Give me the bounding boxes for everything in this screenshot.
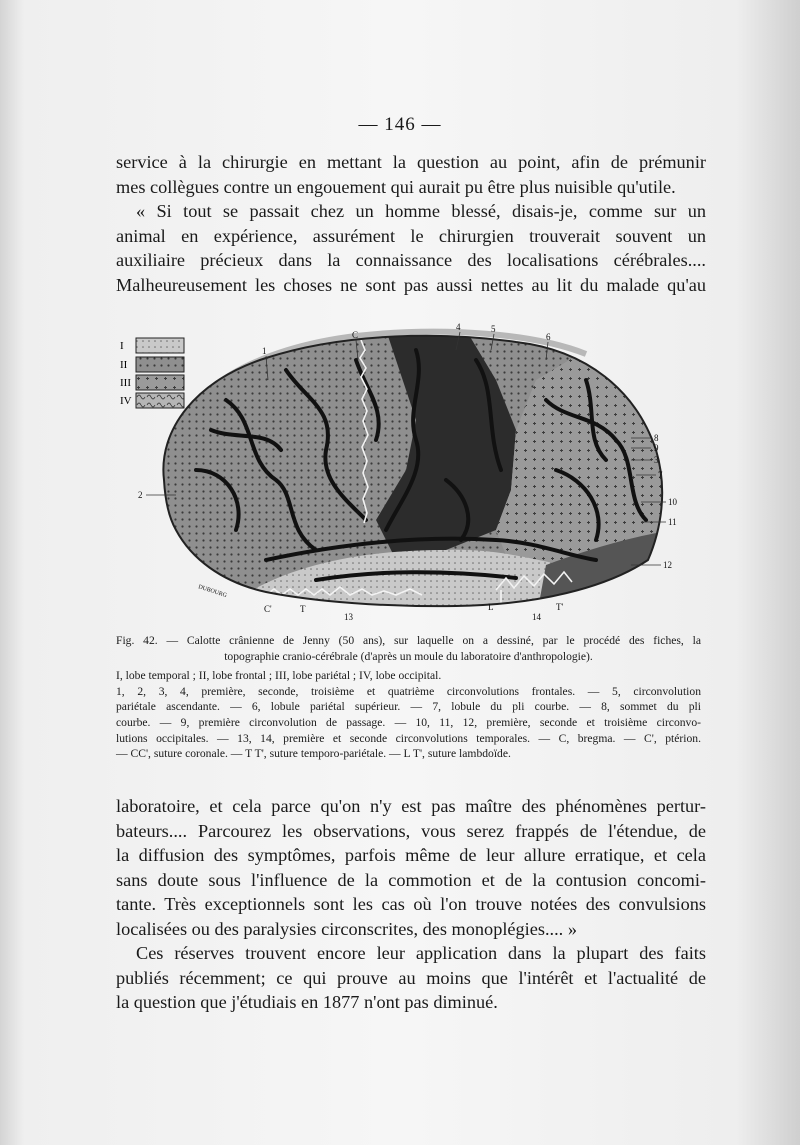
label: 9 <box>654 443 659 453</box>
label: C <box>352 330 359 340</box>
caption-detail-line: pariétale ascendante. — 6, lobule pariétal supérieur. — 7, lobule du pli courbe. — 8, sommet du pli <box>116 700 701 714</box>
text-line: auxiliaire précieux dans la connaissance des localisations cérébrales.... <box>116 250 706 270</box>
text-line: animal en expérience, assurément le chirurgien trouverait souvent un <box>116 225 706 246</box>
figure-legend <box>120 338 184 408</box>
label: 13 <box>344 612 353 622</box>
caption-detail-line: lutions occipitales. — 13, 14, première et seconde circonvolutions temporales. — C, bregma. — C', ptérion. <box>116 731 701 745</box>
text-line: service à la chirurgie en mettant la question au point, afin de prémunir <box>116 152 706 172</box>
text-line: la question que j'étudiais en 1877 n'ont pas diminué. <box>116 992 498 1012</box>
label: 8 <box>654 433 659 443</box>
text-line: publiés récemment; ce qui prouve au moins que l'intérêt et l'actualité de <box>116 967 706 988</box>
label: 5 <box>491 324 496 334</box>
brain-figure <box>116 320 706 632</box>
brain-hemisphere <box>156 330 676 620</box>
label: C' <box>264 604 272 614</box>
cranio-cerebral-topography-illustration <box>116 320 706 632</box>
label: 12 <box>663 560 672 570</box>
legend-label: I <box>120 340 124 352</box>
legend-label: III <box>120 377 131 389</box>
label: 4 <box>456 322 461 332</box>
text-line: bateurs.... Parcourez les observations, vous serez frappés de l'étendue, de <box>116 820 706 841</box>
legend-label: II <box>120 359 128 371</box>
figure-caption <box>116 633 701 762</box>
text-line: sans doute sous l'influence de la commotion et de la contusion concomi- <box>116 869 706 890</box>
legend-label: IV <box>120 395 132 407</box>
text-line: mes collègues contre un engouement qui aurait pu être plus nuisible qu'utile. <box>116 176 676 197</box>
caption-detail-line: courbe. — 9, première circonvolution de passage. — 10, 11, 12, première, seconde et troisième circonvo- <box>116 715 701 729</box>
label: T <box>300 604 306 614</box>
caption-title-line: Fig. 42. — Calotte crânienne de Jenny (50 ans), sur laquelle on a dessiné, par le procédé des fiches, la <box>116 634 701 647</box>
text-line: tante. Très exceptionnels sont les cas où l'on trouve notées des convulsions <box>116 894 706 914</box>
engraver-signature: DUBOURG <box>197 584 228 600</box>
label: 14 <box>532 612 541 622</box>
text-line: laboratoire, et cela parce qu'on n'y est pas maître des phénomènes pertur- <box>116 796 706 816</box>
label: 6 <box>546 332 551 342</box>
label: 10 <box>668 497 677 507</box>
label: L <box>488 602 494 612</box>
caption-detail-line: 1, 2, 3, 4, première, seconde, troisième et quatrième circonvolutions frontales. — 5, circonvolution <box>116 684 701 698</box>
text-line: Malheureusement les choses ne sont pas aussi nettes au lit du malade qu'au <box>116 274 706 295</box>
caption-detail-line: — CC', suture coronale. — T T', suture temporo-pariétale. — L T', suture lambdoïde. <box>116 747 511 761</box>
caption-title-line: topographie cranio-cérébrale (d'après un moule du laboratoire d'anthropologie). <box>224 649 593 663</box>
text-line: la diffusion des symptômes, parfois même de leur allure erratique, et cela <box>116 845 706 865</box>
label: 11 <box>668 517 677 527</box>
text-line: Ces réserves trouvent encore leur application dans la plupart des faits <box>136 943 706 963</box>
label: 3 <box>654 455 659 465</box>
label: 1 <box>262 346 267 356</box>
caption-legend-line: I, lobe temporal ; II, lobe frontal ; III, lobe pariétal ; IV, lobe occipital. <box>116 669 442 683</box>
text-line: « Si tout se passait chez un homme blessé, disais-je, comme sur un <box>136 201 706 221</box>
paragraph-top <box>116 150 706 297</box>
text-line: localisées ou des paralysies circonscrites, des monoplégies.... » <box>116 918 577 939</box>
label: T' <box>556 602 564 612</box>
page-number: — 146 — <box>358 114 442 135</box>
label: 7 <box>658 470 663 480</box>
label: 2 <box>138 490 143 500</box>
paragraph-bottom <box>116 794 706 1015</box>
